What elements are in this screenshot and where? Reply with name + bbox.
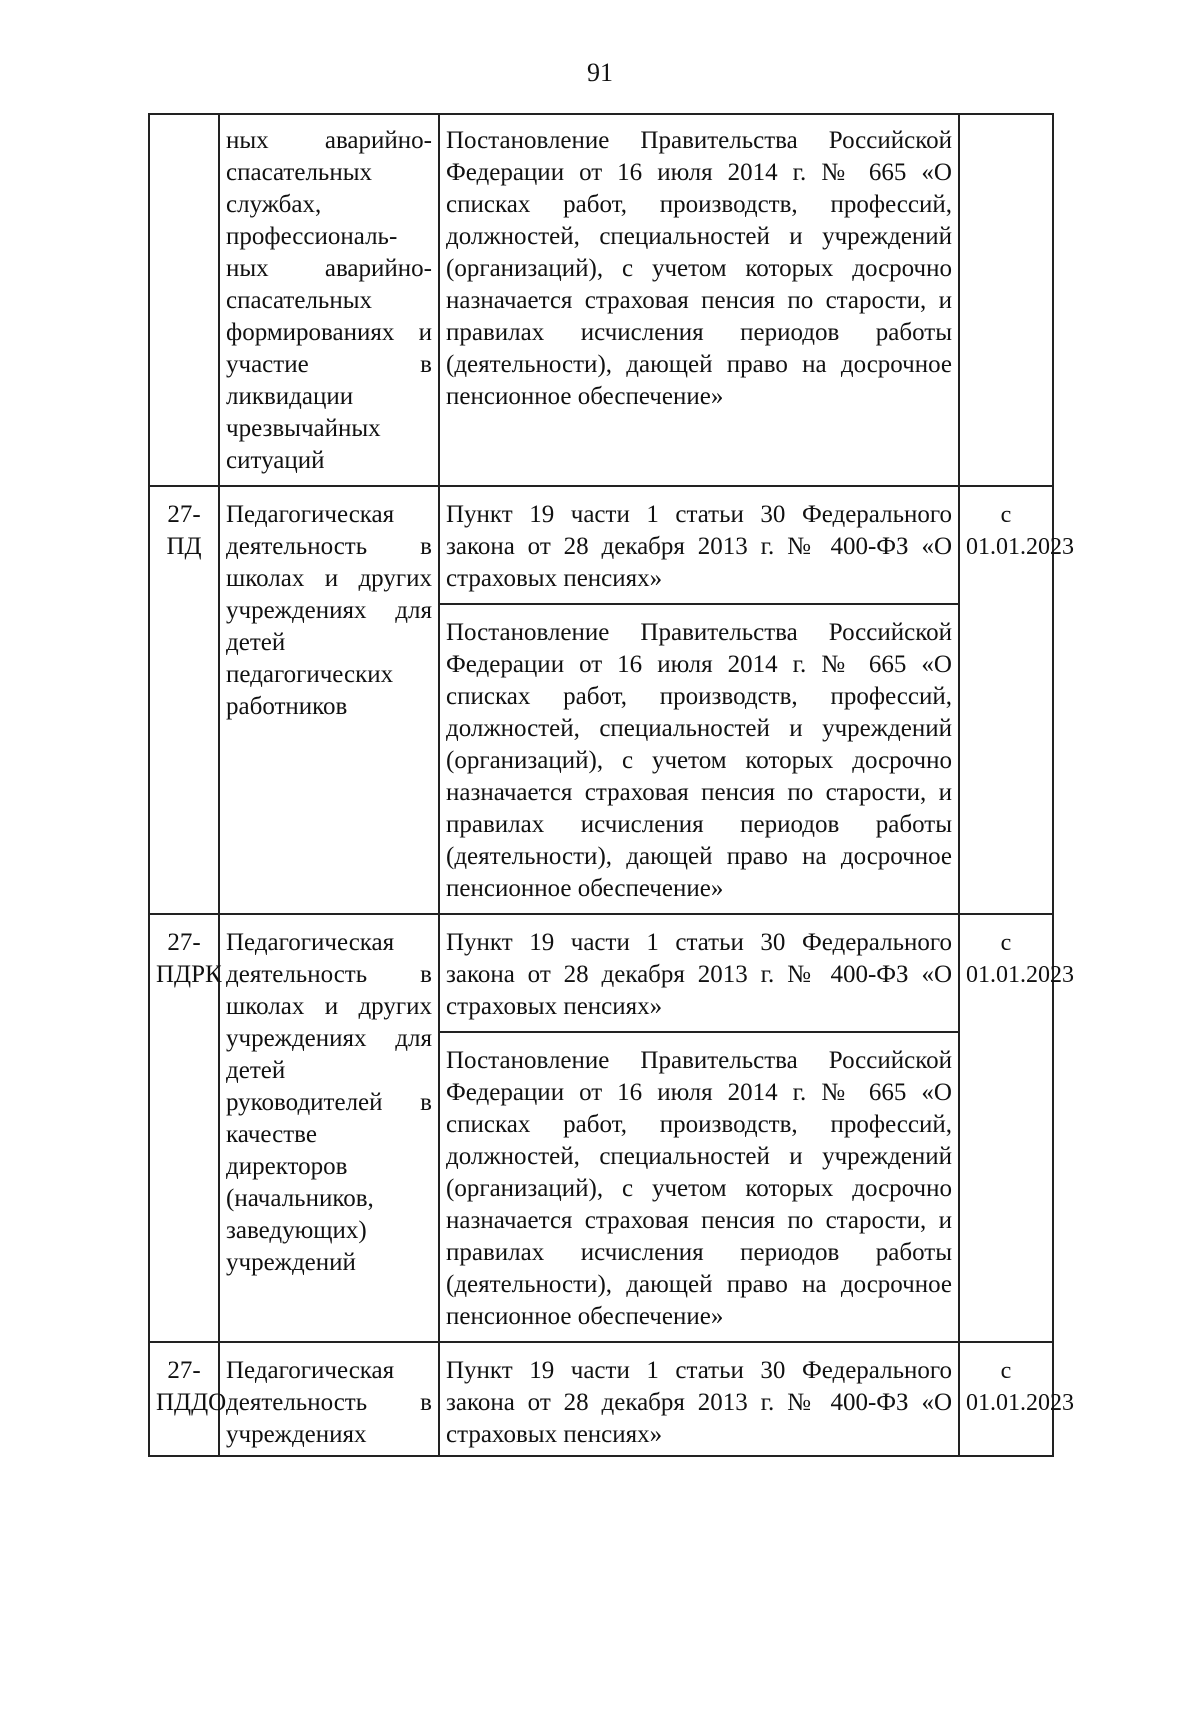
row-title-cell: ных аварийно-спасательных службах, профессиональ-ных аварийно-спасательных формированиях и участие в ликвидации чрезвычайных ситуаций (219, 114, 439, 486)
row-code-cell: 27-ПДДО (149, 1342, 219, 1456)
row-basis-cell: Пункт 19 части 1 статьи 30 Федерального закона от 28 декабря 2013 г. № 400-ФЗ «О страховых пенсиях» (439, 1342, 959, 1456)
row-basis-cell: Постановление Правительства Российской Федерации от 16 июля 2014 г. № 665 «О списках работ, производств, профессий, должностей, специальностей и учреждений (организаций), с учетом которых досрочно назначается страховая пенсия по старости, и правилах исчисления периодов работы (деятельности), дающей право на досрочное пенсионное обеспечение» (439, 604, 959, 914)
table-row (149, 114, 1053, 486)
row-title-cell: Педагогическая деятельность в учреждениях (219, 1342, 439, 1456)
row-date-cell: с 01.01.2023 (959, 486, 1053, 914)
row-title-cell: Педагогическая деятельность в школах и других учреждениях для детей педагогических работников (219, 486, 439, 914)
row-date-cell (959, 114, 1053, 486)
pension-basis-table (148, 113, 1074, 1457)
row-code-cell (149, 114, 219, 486)
table-row (149, 486, 1053, 604)
row-date-cell: с 01.01.2023 (959, 1342, 1053, 1456)
row-code-cell: 27-ПД (149, 486, 219, 914)
row-basis-cell: Постановление Правительства Российской Федерации от 16 июля 2014 г. № 665 «О списках работ, производств, профессий, должностей, специальностей и учреждений (организаций), с учетом которых досрочно назначается страховая пенсия по старости, и правилах исчисления периодов работы (деятельности), дающей право на досрочное пенсионное обеспечение» (439, 114, 959, 486)
table-row (149, 914, 1053, 1032)
row-title-cell: Педагогическая деятельность в школах и других учреждениях для детей руководителей в качестве директоров (начальников, заведующих) учреждений (219, 914, 439, 1342)
table-row (149, 1342, 1053, 1456)
row-basis-cell: Пункт 19 части 1 статьи 30 Федерального закона от 28 декабря 2013 г. № 400-ФЗ «О страховых пенсиях» (439, 914, 959, 1032)
page-number: 91 (587, 58, 613, 87)
row-date-cell: с 01.01.2023 (959, 914, 1053, 1342)
row-code-cell: 27-ПДРК (149, 914, 219, 1342)
row-basis-cell: Пункт 19 части 1 статьи 30 Федерального закона от 28 декабря 2013 г. № 400-ФЗ «О страховых пенсиях» (439, 486, 959, 604)
row-basis-cell: Постановление Правительства Российской Федерации от 16 июля 2014 г. № 665 «О списках работ, производств, профессий, должностей, специальностей и учреждений (организаций), с учетом которых досрочно назначается страховая пенсия по старости, и правилах исчисления периодов работы (деятельности), дающей право на досрочное пенсионное обеспечение» (439, 1032, 959, 1342)
